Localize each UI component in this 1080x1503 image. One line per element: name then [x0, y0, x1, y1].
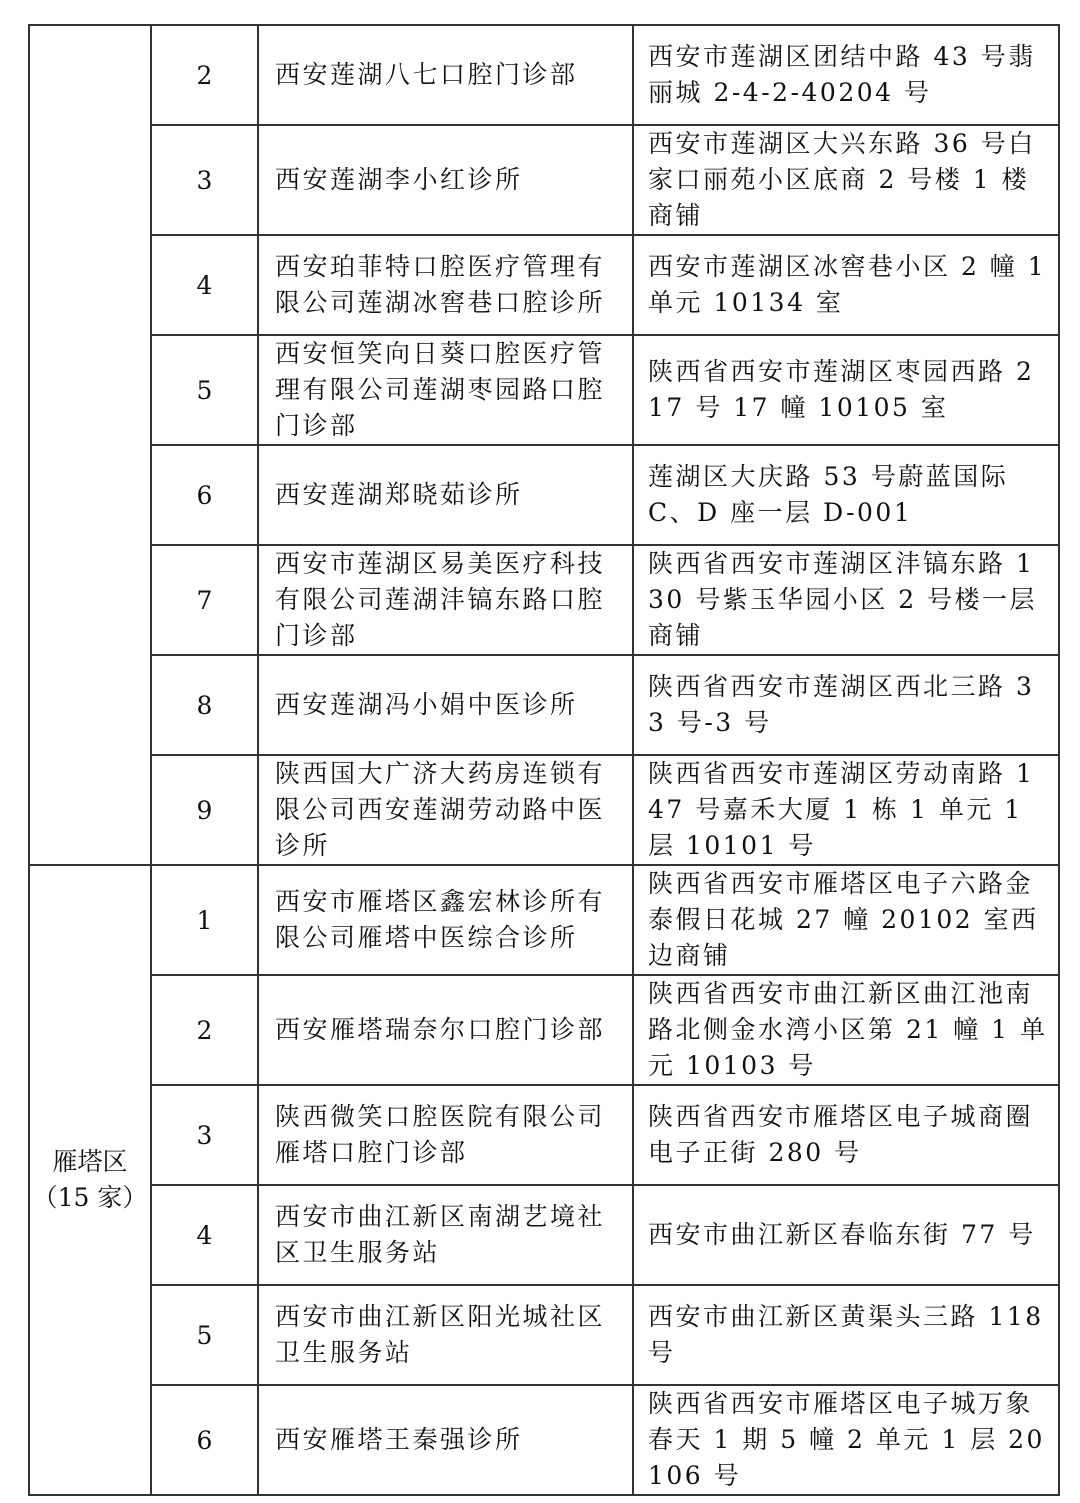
- row-number: 5: [151, 335, 258, 445]
- clinic-name: 西安珀菲特口腔医疗管理有限公司莲湖冰窖巷口腔诊所: [258, 235, 633, 335]
- row-number: 7: [151, 545, 258, 655]
- clinic-name: 西安莲湖八七口腔门诊部: [258, 25, 633, 125]
- table-row: [29, 235, 1059, 335]
- row-number: 6: [151, 1385, 258, 1495]
- row-number: 5: [151, 1285, 258, 1385]
- table-row: [29, 975, 1059, 1085]
- clinic-table: [28, 24, 1060, 1496]
- table-row: [29, 865, 1059, 975]
- clinic-address: 西安市曲江新区黄渠头三路 118 号: [633, 1285, 1059, 1385]
- clinic-name: 西安雁塔王秦强诊所: [258, 1385, 633, 1495]
- table-row: [29, 755, 1059, 865]
- clinic-address: 陕西省西安市莲湖区劳动南路 147 号嘉禾大厦 1 栋 1 单元 1 层 10101 号: [633, 755, 1059, 865]
- clinic-name: 西安市曲江新区阳光城社区卫生服务站: [258, 1285, 633, 1385]
- table-row: [29, 1385, 1059, 1495]
- row-number: 3: [151, 1085, 258, 1185]
- row-number: 9: [151, 755, 258, 865]
- district-cell: [29, 25, 151, 865]
- table-row: [29, 1285, 1059, 1385]
- table-row: [29, 25, 1059, 125]
- table-row: [29, 125, 1059, 235]
- clinic-name: 西安恒笑向日葵口腔医疗管理有限公司莲湖枣园路口腔门诊部: [258, 335, 633, 445]
- clinic-name: 西安雁塔瑞奈尔口腔门诊部: [258, 975, 633, 1085]
- table-row: [29, 335, 1059, 445]
- district-cell: 雁塔区（15 家）: [29, 865, 151, 1495]
- clinic-address: 陕西省西安市莲湖区西北三路 33 号-3 号: [633, 655, 1059, 755]
- row-number: 1: [151, 865, 258, 975]
- row-number: 6: [151, 445, 258, 545]
- clinic-name: 西安市曲江新区南湖艺境社区卫生服务站: [258, 1185, 633, 1285]
- clinic-address: 西安市莲湖区团结中路 43 号翡丽城 2-4-2-40204 号: [633, 25, 1059, 125]
- clinic-address: 莲湖区大庆路 53 号蔚蓝国际 C、D 座一层 D-001: [633, 445, 1059, 545]
- clinic-name: 陕西国大广济大药房连锁有限公司西安莲湖劳动路中医诊所: [258, 755, 633, 865]
- clinic-address: 陕西省西安市雁塔区电子城万象春天 1 期 5 幢 2 单元 1 层 20106 号: [633, 1385, 1059, 1495]
- clinic-address: 陕西省西安市雁塔区电子六路金泰假日花城 27 幢 20102 室西边商铺: [633, 865, 1059, 975]
- clinic-name: 西安市雁塔区鑫宏林诊所有限公司雁塔中医综合诊所: [258, 865, 633, 975]
- clinic-table-body: [29, 25, 1059, 1495]
- clinic-address: 西安市曲江新区春临东街 77 号: [633, 1185, 1059, 1285]
- clinic-address: 西安市莲湖区冰窖巷小区 2 幢 1 单元 10134 室: [633, 235, 1059, 335]
- clinic-name: 西安莲湖冯小娟中医诊所: [258, 655, 633, 755]
- table-row: [29, 655, 1059, 755]
- clinic-name: 西安市莲湖区易美医疗科技有限公司莲湖沣镐东路口腔门诊部: [258, 545, 633, 655]
- table-row: [29, 1085, 1059, 1185]
- row-number: 2: [151, 25, 258, 125]
- clinic-address: 陕西省西安市莲湖区枣园西路 217 号 17 幢 10105 室: [633, 335, 1059, 445]
- table-row: [29, 1185, 1059, 1285]
- clinic-name: 西安莲湖郑晓茹诊所: [258, 445, 633, 545]
- row-number: 8: [151, 655, 258, 755]
- clinic-name: 陕西微笑口腔医院有限公司雁塔口腔门诊部: [258, 1085, 633, 1185]
- clinic-address: 陕西省西安市莲湖区沣镐东路 130 号紫玉华园小区 2 号楼一层商铺: [633, 545, 1059, 655]
- row-number: 3: [151, 125, 258, 235]
- clinic-address: 陕西省西安市雁塔区电子城商圈电子正街 280 号: [633, 1085, 1059, 1185]
- row-number: 2: [151, 975, 258, 1085]
- row-number: 4: [151, 1185, 258, 1285]
- table-row: [29, 445, 1059, 545]
- clinic-address: 西安市莲湖区大兴东路 36 号白家口丽苑小区底商 2 号楼 1 楼商铺: [633, 125, 1059, 235]
- row-number: 4: [151, 235, 258, 335]
- table-row: [29, 545, 1059, 655]
- clinic-name: 西安莲湖李小红诊所: [258, 125, 633, 235]
- clinic-address: 陕西省西安市曲江新区曲江池南路北侧金水湾小区第 21 幢 1 单元 10103 号: [633, 975, 1059, 1085]
